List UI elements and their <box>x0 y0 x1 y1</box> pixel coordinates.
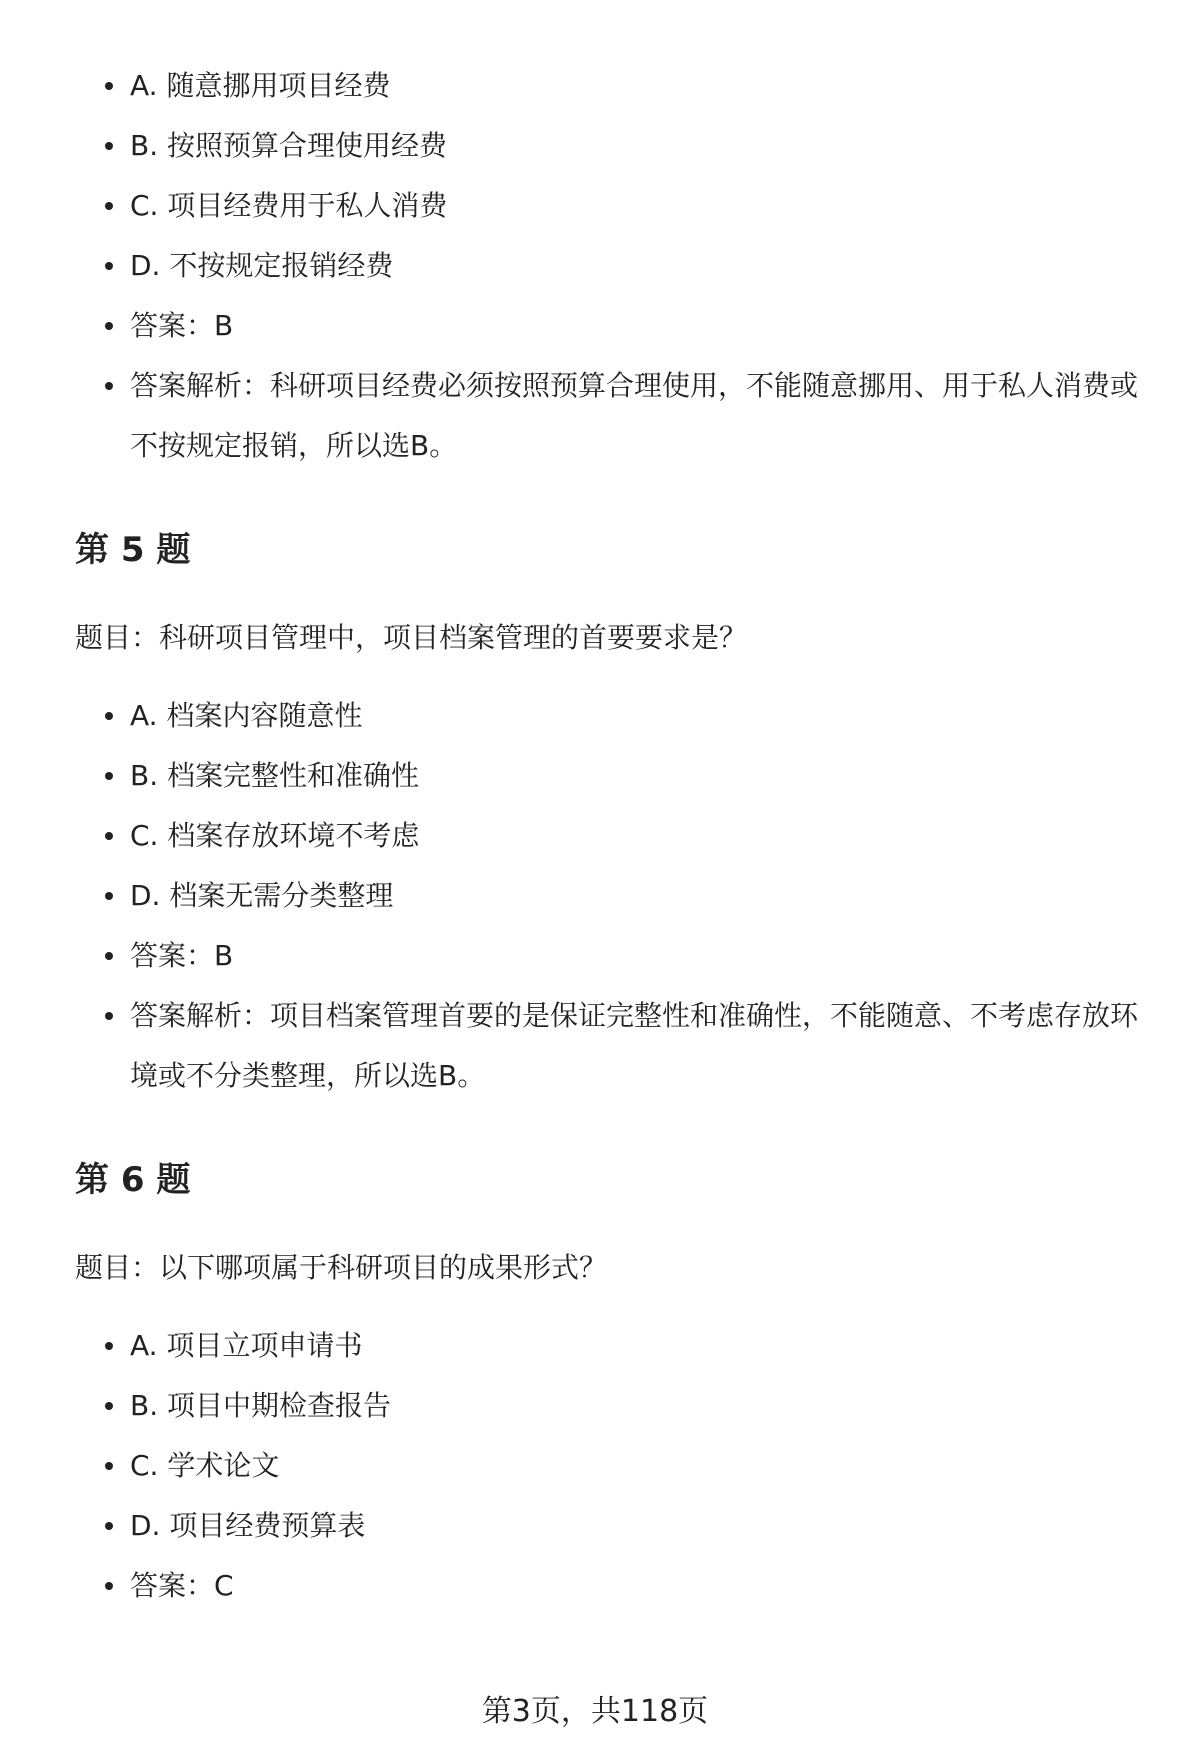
option-a <box>75 686 1165 746</box>
option-text: B. 项目中期检查报告 <box>130 1389 392 1422</box>
bullet-icon <box>105 1012 113 1020</box>
option-b <box>75 746 1165 806</box>
option-b <box>75 1376 1165 1436</box>
answer <box>75 296 1165 356</box>
bullet-icon <box>105 1462 113 1470</box>
bullet-icon <box>105 892 113 900</box>
option-text: D. 不按规定报销经费 <box>130 249 394 282</box>
explanation <box>75 356 1165 476</box>
answer <box>75 1556 1165 1616</box>
option-text: B. 档案完整性和准确性 <box>130 759 420 792</box>
page-number-footer: 第3页，共118页 <box>481 1694 709 1729</box>
question-6-heading: 第 6 题 <box>75 1160 191 1200</box>
option-text: A. 随意挪用项目经费 <box>130 69 391 102</box>
explanation-text: 答案解析：项目档案管理首要的是保证完整性和准确性，不能随意、不考虑存放环境或不分类整理，所以选B。 <box>130 999 1139 1092</box>
bullet-icon <box>105 832 113 840</box>
option-text: D. 档案无需分类整理 <box>130 879 394 912</box>
bullet-icon <box>105 322 113 330</box>
option-text: D. 项目经费预算表 <box>130 1509 366 1542</box>
option-d <box>75 866 1165 926</box>
question-6-options <box>75 1316 1165 1616</box>
option-text: C. 档案存放环境不考虑 <box>130 819 420 852</box>
bullet-icon <box>105 952 113 960</box>
explanation <box>75 986 1165 1106</box>
option-c <box>75 1436 1165 1496</box>
option-c <box>75 176 1165 236</box>
bullet-icon <box>105 772 113 780</box>
bullet-icon <box>105 712 113 720</box>
option-text: A. 项目立项申请书 <box>130 1329 363 1362</box>
question-5-options <box>75 686 1165 1106</box>
explanation-text: 答案解析：科研项目经费必须按照预算合理使用，不能随意挪用、用于私人消费或不按规定报销，所以选B。 <box>130 369 1139 462</box>
page-content <box>75 56 1165 1616</box>
option-a <box>75 56 1165 116</box>
bullet-icon <box>105 1582 113 1590</box>
bullet-icon <box>105 262 113 270</box>
bullet-icon <box>105 202 113 210</box>
option-c <box>75 806 1165 866</box>
option-text: B. 按照预算合理使用经费 <box>130 129 448 162</box>
bullet-icon <box>105 1342 113 1350</box>
answer-text: 答案：C <box>130 1569 234 1602</box>
answer <box>75 926 1165 986</box>
bullet-icon <box>105 1522 113 1530</box>
option-text: C. 学术论文 <box>130 1449 280 1482</box>
option-a <box>75 1316 1165 1376</box>
option-b <box>75 116 1165 176</box>
answer-text: 答案：B <box>130 309 234 342</box>
question-5-heading: 第 5 题 <box>75 530 191 570</box>
option-d <box>75 1496 1165 1556</box>
option-text: C. 项目经费用于私人消费 <box>130 189 448 222</box>
question-6-text: 题目：以下哪项属于科研项目的成果形式？ <box>75 1251 608 1284</box>
bullet-icon <box>105 1402 113 1410</box>
bullet-icon <box>105 382 113 390</box>
option-text: A. 档案内容随意性 <box>130 699 363 732</box>
prev-question-options <box>75 56 1165 476</box>
option-d <box>75 236 1165 296</box>
answer-text: 答案：B <box>130 939 234 972</box>
bullet-icon <box>105 142 113 150</box>
question-5-text: 题目：科研项目管理中，项目档案管理的首要要求是？ <box>75 621 748 654</box>
bullet-icon <box>105 82 113 90</box>
